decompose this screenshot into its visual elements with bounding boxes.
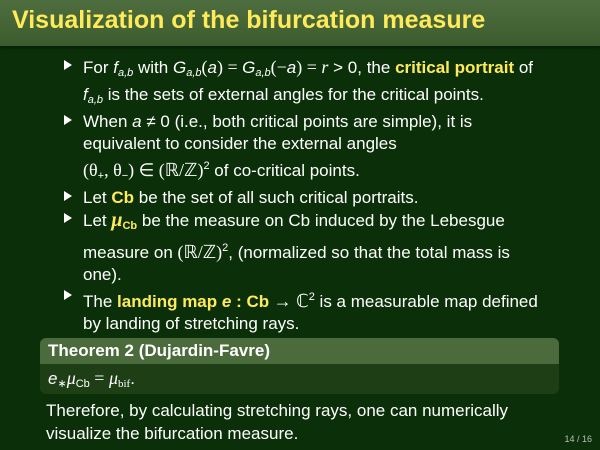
subscript-bif: bif (118, 378, 131, 390)
subscript-minus: − (121, 170, 129, 182)
math-f: f (113, 58, 118, 77)
triangle-bullet-icon (64, 213, 72, 223)
text: is the sets of external angles for the critical points. (103, 85, 484, 104)
math-e: e (48, 369, 58, 388)
theorem-block (40, 338, 559, 394)
math-mu: μ (111, 209, 123, 231)
math: (− (270, 57, 287, 77)
text: be the measure on Cb induced by the Lebesgue measure on (83, 211, 505, 262)
text: of co-critical points. (209, 161, 360, 180)
math-arrow-c: → ℂ (269, 291, 309, 311)
math-a: a (132, 112, 142, 131)
text: ≠ 0 (i.e., both critical points are simple), it is equivalent to consider the external angles (83, 112, 473, 153)
text: is a measurable map defined by landing of stretching rays. (83, 292, 538, 333)
text: , (normalized so that the total mass is one). (83, 243, 510, 284)
bullet-item-landing-map (83, 286, 553, 335)
math: , θ (104, 160, 122, 180)
superscript-2: 2 (308, 291, 315, 303)
text: Let (83, 211, 112, 230)
math-mu: μ (66, 368, 76, 388)
triangle-bullet-icon (64, 290, 72, 300)
highlight-cb: : Cb (231, 292, 270, 311)
subscript-cb: Cb (75, 378, 90, 390)
highlight-landing-map: landing map (117, 292, 222, 311)
subscript-ab: a,b (87, 94, 104, 106)
math-equals: = (89, 368, 109, 388)
math: (θ (83, 160, 98, 180)
text: For (83, 58, 114, 77)
subscript-ab: a,b (255, 67, 271, 79)
math-a: a (207, 58, 217, 77)
superscript-2: 2 (222, 242, 229, 254)
math: ) = (296, 57, 322, 77)
subscript-star: ∗ (57, 378, 67, 390)
math: (ℝ/ℤ) (177, 242, 223, 262)
text: with (133, 58, 173, 77)
triangle-bullet-icon (64, 191, 72, 201)
text: When (83, 112, 133, 131)
subscript-ab: a,b (186, 67, 202, 79)
closing-paragraph: Therefore, by calculating stretching rays, one can numerically visualize the bifurcation measure. (46, 401, 509, 443)
slide-title: Visualization of the bifurcation measure (12, 6, 486, 34)
text: of (514, 58, 534, 77)
title-bar (0, 0, 600, 46)
text: Let (83, 188, 112, 207)
bullet-item-cb-set (83, 187, 553, 209)
highlight-cb: Cb (111, 188, 135, 207)
triangle-bullet-icon (64, 115, 72, 125)
bullet-item-measure (83, 209, 553, 286)
theorem-body (40, 364, 559, 394)
text: > 0, the (328, 58, 396, 77)
math-G: G (172, 58, 187, 77)
math-f: f (83, 85, 88, 104)
bullet-list (0, 56, 600, 335)
page-number: 14 / 16 (564, 434, 592, 444)
math: ) = (216, 57, 243, 77)
math-r: r (321, 57, 329, 77)
math-a: a (286, 58, 297, 77)
subscript-cb: Cb (122, 220, 138, 232)
text: . (130, 369, 135, 388)
subscript-plus: + (97, 170, 105, 182)
math-mu: μ (108, 368, 118, 388)
theorem-header: Theorem 2 (Dujardin-Favre) (40, 338, 559, 364)
slide-content (0, 50, 600, 335)
text: be the set of all such critical portraits. (134, 188, 419, 207)
math-e: e (221, 292, 232, 311)
bullet-item-critical-portrait (83, 56, 553, 111)
triangle-bullet-icon (64, 60, 72, 70)
subscript-ab: a,b (117, 67, 134, 79)
bullet-item-external-angles (83, 111, 553, 187)
highlight-critical-portrait: critical portrait (395, 58, 515, 77)
math: ( (201, 57, 208, 77)
superscript-2: 2 (203, 160, 210, 172)
math: ) ∈ (ℝ/ℤ) (128, 160, 204, 180)
text: The (83, 292, 118, 311)
math-G: G (242, 58, 256, 77)
